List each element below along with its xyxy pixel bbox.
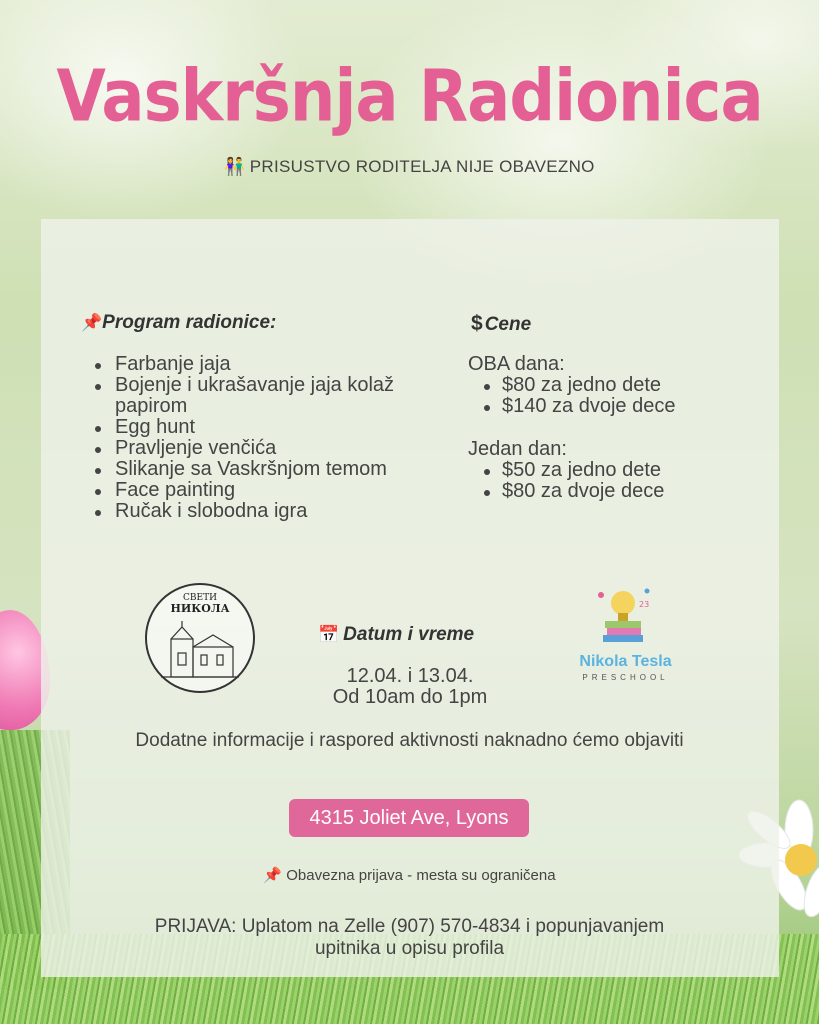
list-item: Egg hunt bbox=[91, 417, 451, 438]
church-logo-line1: СВЕТИ bbox=[183, 593, 217, 603]
price-both-days bbox=[468, 354, 748, 417]
school-name: Nikola Tesla bbox=[579, 653, 672, 670]
registration-info bbox=[0, 916, 819, 960]
event-dates: 12.04. i 13.04. bbox=[346, 665, 474, 687]
subtitle-text: PRISUSTVO RODITELJA NIJE OBAVEZNO bbox=[249, 157, 595, 176]
church-logo bbox=[145, 583, 255, 693]
parents-icon: 👫 bbox=[224, 157, 246, 176]
registration-line1: PRIJAVA: Uplatom na Zelle (907) 570-4834 i popunjavanjem bbox=[154, 916, 665, 937]
dollar-icon: $ bbox=[471, 312, 483, 335]
church-logo-line2: НИКОЛА bbox=[170, 602, 230, 615]
pin-icon: 📌 bbox=[263, 867, 283, 884]
datetime-heading bbox=[318, 624, 474, 646]
list-item: Farbanje jaja bbox=[91, 354, 451, 375]
list-item: $80 za dvoje dece bbox=[468, 481, 748, 502]
lightbulb-books-icon bbox=[595, 585, 655, 647]
address-badge: 4315 Joliet Ave, Lyons bbox=[289, 799, 529, 837]
registration-notice bbox=[0, 866, 819, 884]
datetime-details bbox=[290, 666, 530, 708]
registration-line2: upitnika u opisu profila bbox=[314, 938, 505, 959]
list-item: Slikanje sa Vaskršnjom temom bbox=[91, 459, 451, 480]
program-heading-text: Program radionice: bbox=[102, 312, 277, 333]
notice-text: Obavezna prijava - mesta su ograničena bbox=[286, 867, 556, 884]
list-item: Pravljenje venčića bbox=[91, 438, 451, 459]
nikola-tesla-preschool-logo bbox=[568, 585, 683, 685]
page-title: Vaskršnja Radionica bbox=[56, 55, 763, 139]
church-icon bbox=[157, 619, 243, 681]
additional-info: Dodatne informacije i raspored aktivnosti naknadno ćemo objaviti bbox=[135, 730, 684, 751]
subtitle bbox=[0, 157, 819, 177]
prices-heading-text: Cene bbox=[484, 314, 532, 335]
list-item: Ručak i slobodna igra bbox=[91, 501, 451, 522]
price-one-day bbox=[468, 439, 748, 502]
list-item: $140 za dvoje dece bbox=[468, 396, 748, 417]
event-time: Od 10am do 1pm bbox=[332, 686, 488, 708]
program-heading bbox=[81, 312, 276, 334]
svg-text:23: 23 bbox=[639, 600, 650, 609]
list-item: $80 za jedno dete bbox=[468, 375, 748, 396]
prices-heading bbox=[471, 312, 531, 336]
price-group-label: OBA dana: bbox=[468, 353, 565, 375]
program-list bbox=[91, 354, 451, 522]
list-item: Face painting bbox=[91, 480, 451, 501]
list-item: Bojenje i ukrašavanje jaja kolaž papirom bbox=[91, 375, 451, 417]
list-item: $50 za jedno dete bbox=[468, 460, 748, 481]
pin-icon: 📌 bbox=[81, 313, 103, 332]
datetime-heading-text: Datum i vreme bbox=[343, 624, 475, 645]
school-sub: PRESCHOOL bbox=[582, 673, 669, 682]
calendar-icon: 📅 bbox=[318, 625, 340, 644]
price-group-label: Jedan dan: bbox=[468, 438, 567, 460]
